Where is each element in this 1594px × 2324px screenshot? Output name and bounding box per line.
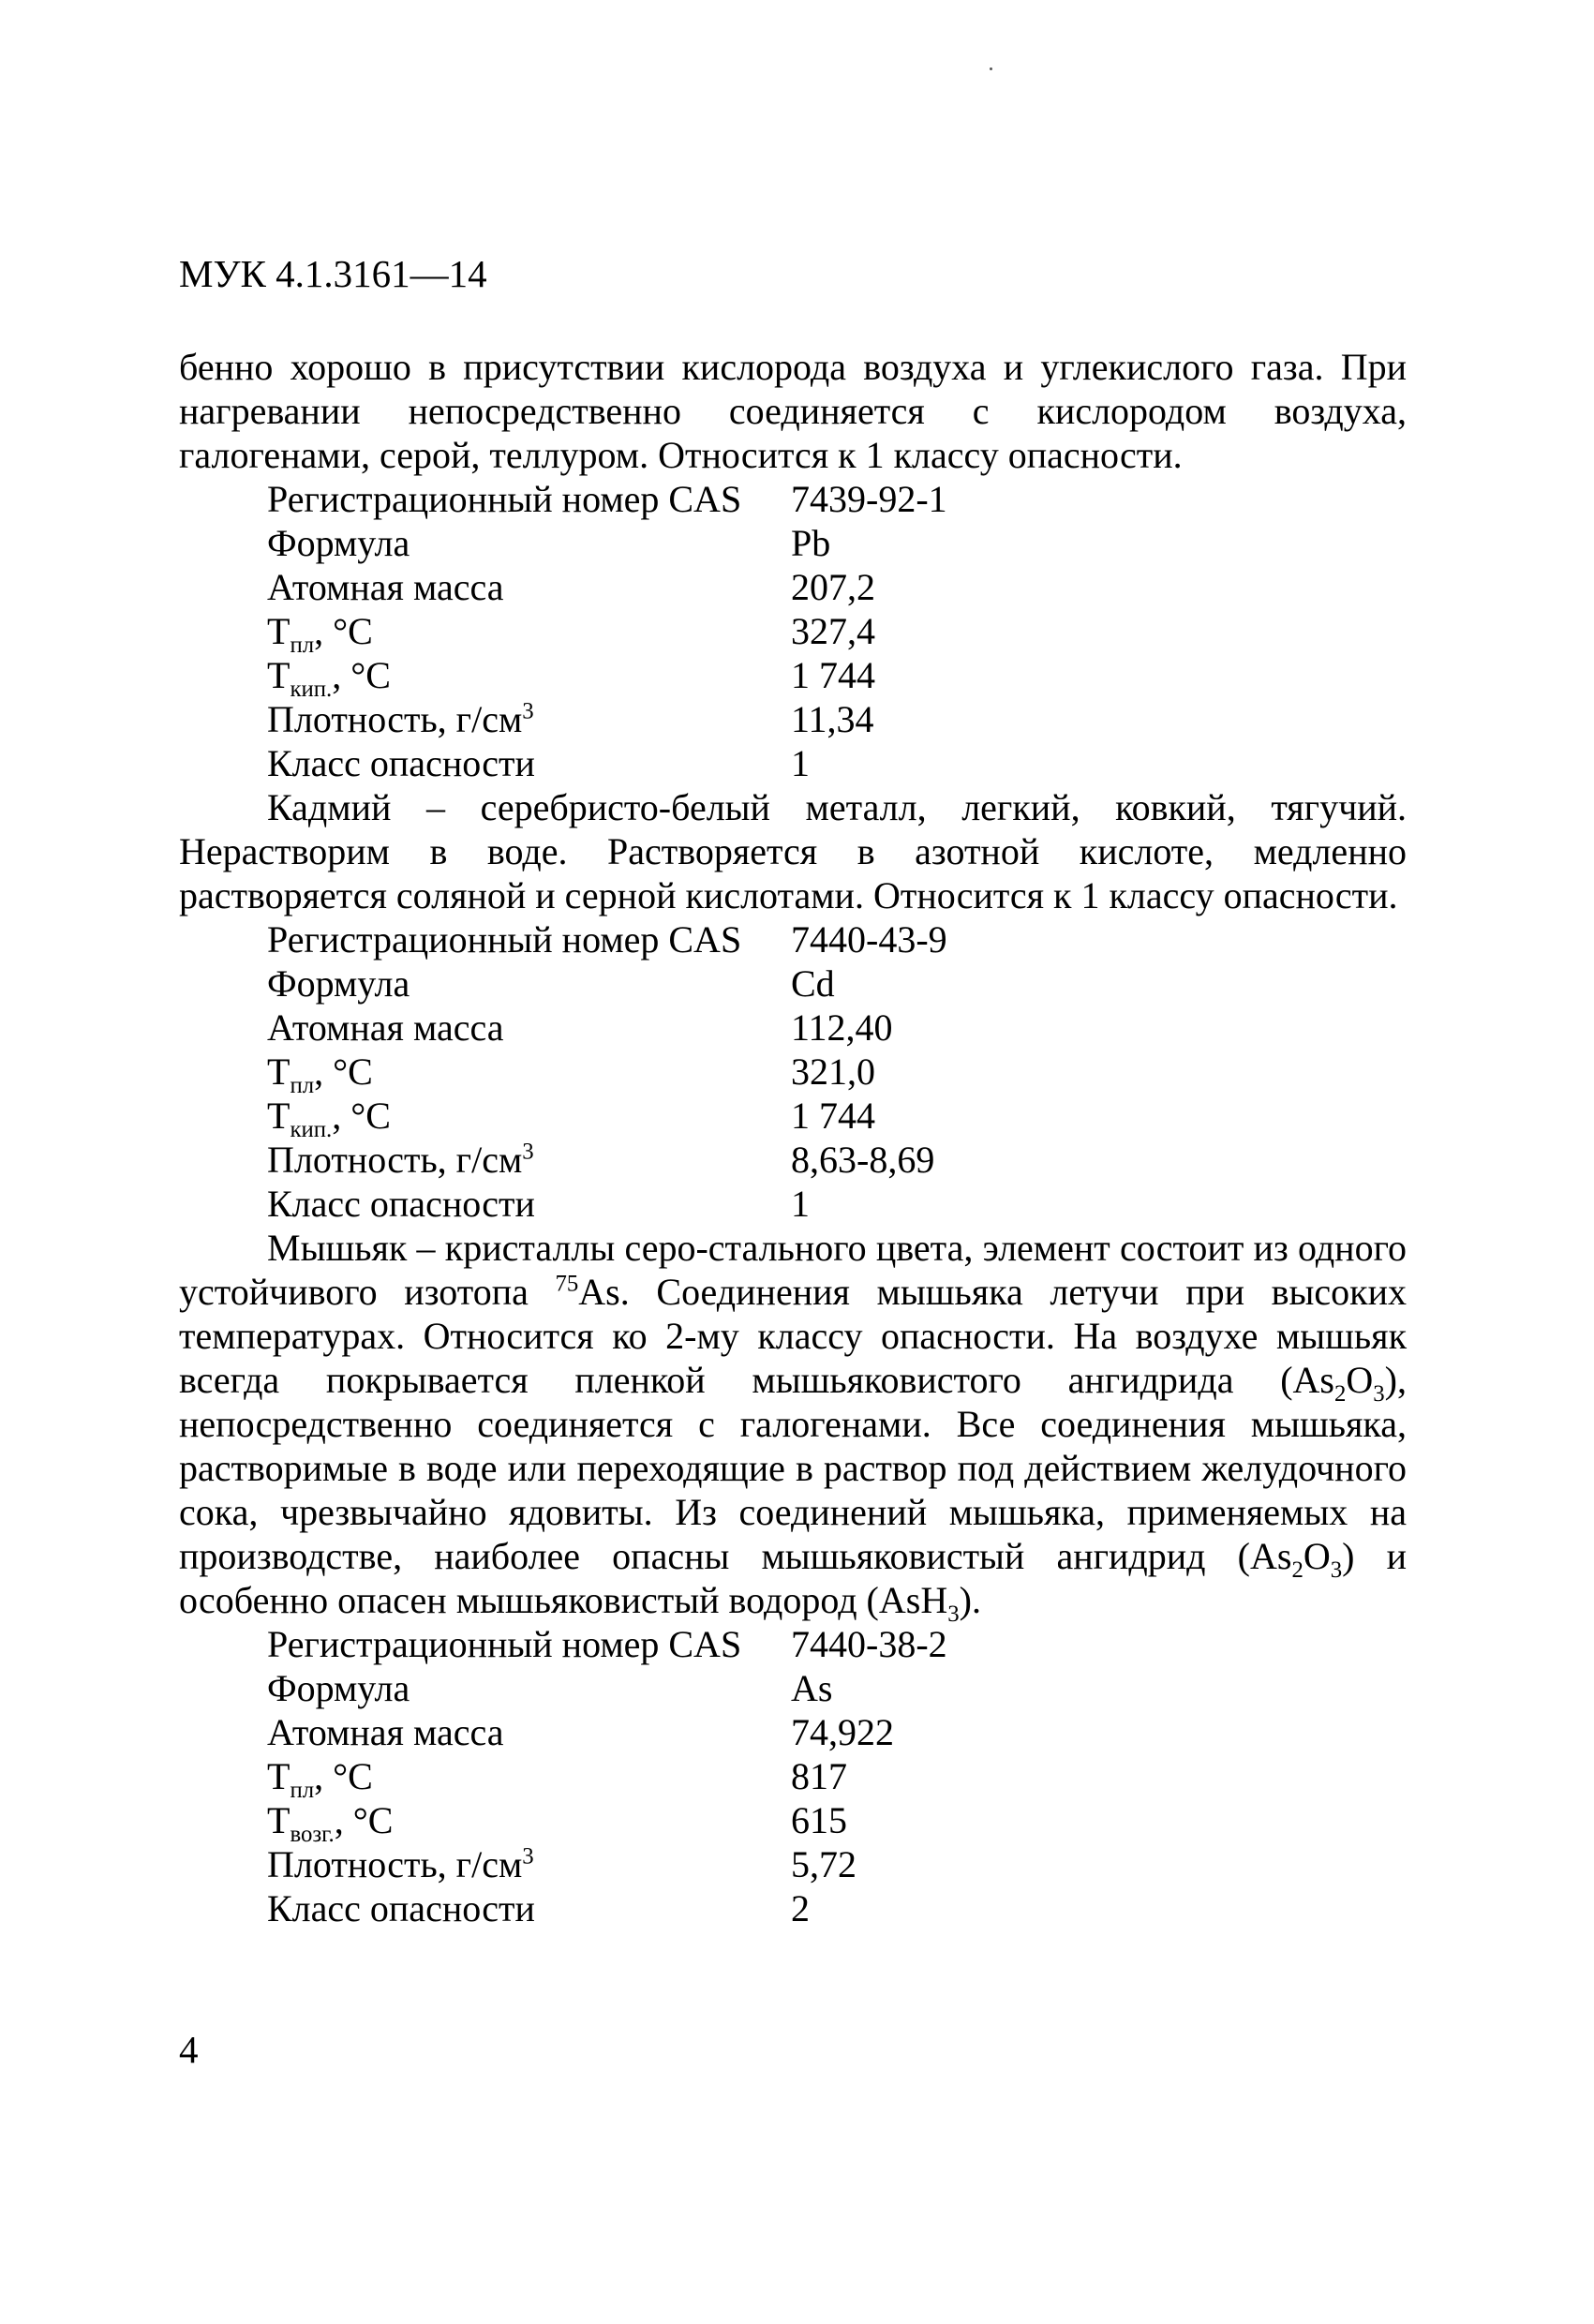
property-row [267,741,1407,785]
property-label: Класс опасности [267,1887,535,1929]
property-row [267,1886,1407,1930]
text-segment: . Соединения мышьяка летучи при высоких температурах. Относится ко 2-му классу опасности. На воздухе мышьяк всегда покрывается пленкой мышьяковистого ангидрида (As [179,1271,1408,1401]
property-row [267,565,1407,609]
property-value: 7440-38-2 [791,1623,947,1665]
label-subscript: пл [290,1073,315,1098]
property-label [267,697,791,741]
property-row [267,609,1407,658]
property-label: Атомная масса [267,1711,504,1753]
label-tail: , °С [334,1799,394,1841]
property-label: Формула [267,522,410,564]
property-row [267,1666,1407,1710]
document-body [179,345,1407,1930]
text-segment: Мышьяк – кристаллы серо-стального цвета, элемент состоит из одного устойчивого изотопа [179,1227,1407,1313]
property-value: 1 [791,742,810,784]
label-subscript: кип. [290,677,333,702]
label-main: Т [267,1095,290,1137]
label-tail: , °С [314,1050,373,1093]
property-label: Формула [267,1667,410,1709]
formula-subscript: 3 [1373,1381,1385,1407]
page-number: 4 [179,2028,199,2071]
property-label [267,1798,791,1847]
property-value: 8,63-8,69 [791,1139,935,1181]
label-superscript: 3 [522,1843,534,1870]
property-row [267,521,1407,565]
property-value: As [791,1667,833,1709]
isotope-symbol: As [578,1271,620,1313]
label-main: Т [267,610,290,652]
property-value: 11,34 [791,698,874,740]
property-label [267,609,791,658]
property-value: 321,0 [791,1050,875,1093]
property-value: 615 [791,1799,847,1841]
property-row [267,1182,1407,1226]
property-value: Pb [791,522,831,564]
scan-speck [990,67,992,70]
property-value: 817 [791,1755,847,1797]
property-row [267,1798,1407,1847]
property-label [267,653,791,702]
property-label: Регистрационный номер CAS [267,478,742,520]
property-row [267,1622,1407,1666]
property-row [267,653,1407,702]
property-value: 207,2 [791,566,875,608]
document-code-header: МУК 4.1.3161—14 [179,252,487,295]
label-main: Плотность, г/см [267,1139,523,1181]
property-label: Атомная масса [267,566,504,608]
label-superscript: 3 [522,1139,534,1165]
text-segment: ), непосредственно соединяется с галогенами. Все соединения мышьяка, растворимые в воде или переходящие в раствор под действием желудочного сока, чрезвычайно ядовиты. Из соединений мышьяка, применяемых на производстве, наиболее опасны мышьяковистый ангидрид (As [179,1359,1407,1577]
text-segment: ) и особенно опасен мышьяковистый водород (AsH [179,1535,1407,1621]
isotope-mass-superscript: 75 [555,1271,579,1297]
property-value: 7439-92-1 [791,478,947,520]
property-label [267,1138,791,1182]
property-label [267,1842,791,1886]
lead-properties-table [267,477,1407,785]
label-main: Т [267,1050,290,1093]
property-label: Регистрационный номер CAS [267,1623,742,1665]
property-row [267,1138,1407,1182]
text-segment: ). [959,1579,981,1621]
property-label [267,1754,791,1803]
label-main: Т [267,1799,290,1841]
cadmium-paragraph: Кадмий – серебристо-белый металл, легкий, ковкий, тягучий. Нерастворим в воде. Растворяется в азотной кислоте, медленно растворяется соляной и серной кислотами. Относится к 1 классу опасности. [179,786,1407,916]
property-row [267,961,1407,1006]
property-row [267,1094,1407,1142]
cadmium-properties-table [267,917,1407,1226]
property-value: 1 744 [791,1095,875,1137]
label-tail: , °С [332,654,391,696]
property-value: 74,922 [791,1711,894,1753]
property-value: Cd [791,962,835,1005]
label-subscript: пл [290,1778,315,1803]
arsenic-properties-table [267,1622,1407,1930]
property-label: Регистрационный номер CAS [267,918,742,961]
label-tail: , °С [314,610,373,652]
property-label: Класс опасности [267,1183,535,1225]
label-main: Т [267,654,290,696]
property-label: Атомная масса [267,1006,504,1049]
property-row [267,917,1407,961]
property-row [267,1754,1407,1803]
property-value: 2 [791,1887,810,1929]
property-row [267,697,1407,741]
formula-subscript: 2 [1291,1557,1304,1583]
property-row [267,1006,1407,1050]
arsenic-paragraph [179,1226,1408,1627]
formula-element: O [1303,1535,1331,1577]
property-label [267,1050,791,1098]
property-value: 1 [791,1183,810,1225]
property-row [267,1050,1407,1098]
property-row [267,1842,1407,1886]
property-label: Формула [267,962,410,1005]
label-superscript: 3 [522,698,534,724]
label-tail: , °С [314,1755,373,1797]
formula-subscript: 3 [947,1601,960,1627]
label-subscript: кип. [290,1117,333,1142]
property-value: 1 744 [791,654,875,696]
label-subscript: возг. [290,1822,335,1847]
property-row [267,1710,1407,1754]
label-tail: , °С [332,1095,391,1137]
property-row [267,477,1407,521]
formula-subscript: 3 [1330,1557,1343,1583]
formula-subscript: 2 [1333,1381,1347,1407]
property-value: 112,40 [791,1006,893,1049]
label-subscript: пл [290,633,315,658]
label-main: Т [267,1755,290,1797]
property-label: Класс опасности [267,742,535,784]
property-value: 327,4 [791,610,875,652]
property-value: 5,72 [791,1843,857,1885]
property-label [267,1094,791,1142]
formula-element: O [1346,1359,1374,1401]
label-main: Плотность, г/см [267,698,523,740]
intro-paragraph: бенно хорошо в присутствии кислорода воздуха и углекислого газа. При нагревании непосредственно соединяется с кислородом воздуха, галогенами, серой, теллуром. Относится к 1 классу опасности. [179,346,1407,476]
label-main: Плотность, г/см [267,1843,523,1885]
property-value: 7440-43-9 [791,918,947,961]
